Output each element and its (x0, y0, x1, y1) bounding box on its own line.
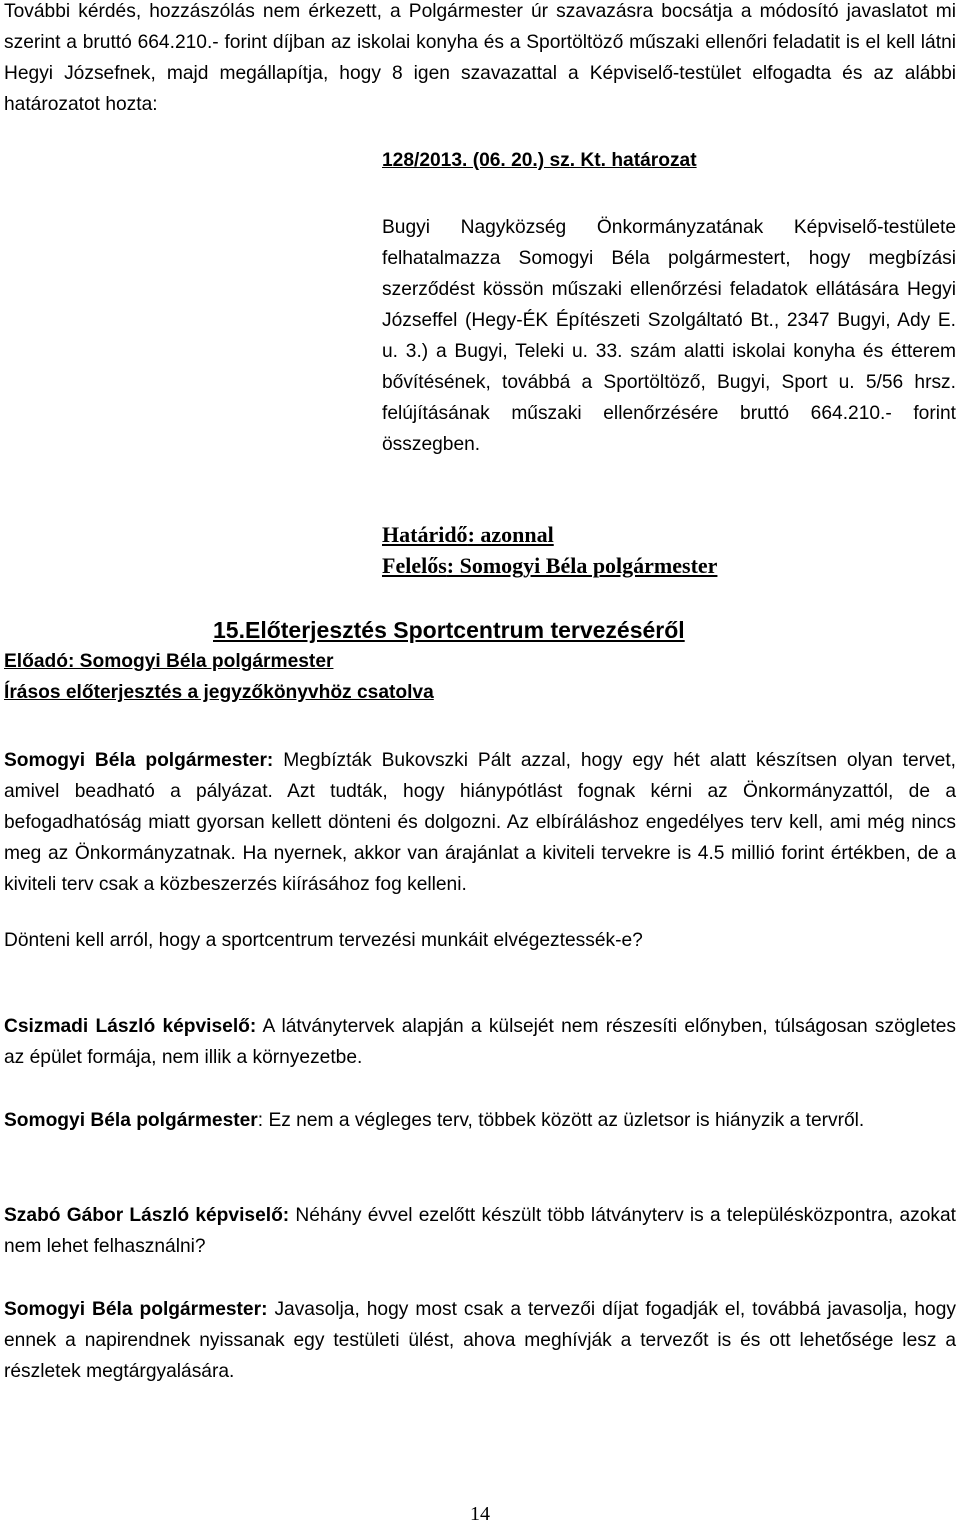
speech-1 (4, 745, 956, 900)
speech-4 (4, 1200, 956, 1262)
speech-1-question: Dönteni kell arról, hogy a sportcentrum tervezési munkáit elvégeztessék-e? (4, 930, 643, 951)
speech-2-colon: : (249, 1016, 257, 1037)
responsible-label: Felelős (382, 553, 447, 578)
speech-1-speaker: Somogyi Béla polgármester: (4, 750, 274, 771)
resolution-text: Bugyi Nagyközség Önkormányzatának Képviselő-testülete felhatalmazza Somogyi Béla polgármestert, hogy megbízási szerződést kössön műszaki ellenőrzési feladatok ellátására Hegyi Józseffel (Hegy-ÉK Építészeti Szolgáltató Bt., 2347 Bugyi, Ady E. u. 3.) a Bugyi, Teleki u. 33. szám alatti iskolai konyha és étterem bővítésének, továbbá a Sportöltöző, Bugyi, Sport u. 5/56 hrsz. felújításának műszaki ellenőrzésére bruttó 664.210.- forint összegben. (382, 217, 956, 455)
agenda-attachment: Írásos előterjesztés a jegyzőkönyvhöz csatolva (4, 682, 434, 703)
agenda-presenter: Előadó: Somogyi Béla polgármester (4, 651, 334, 672)
speech-2-text: A látványtervek alapján a külsejét nem részesíti előnyben, túlságosan szögletes az épület formája, nem illik a környezetbe. (4, 1016, 956, 1068)
speech-5-text: Javasolja, hogy most csak a tervezői díjat fogadják el, továbbá javasolja, hogy ennek a napirendnek nyissanak egy testületi ülést, ahova meghívják a tervezőt is és ott lehetősége lesz a részletek megtárgyalására. (4, 1299, 956, 1382)
speech-5 (4, 1294, 956, 1387)
speech-1-text: Megbízták Bukovszki Pált azzal, hogy egy hét alatt készítsen olyan tervet, amivel beadható a pályázat. Azt tudták, hogy hiánypótlást fognak kérni az Önkormányzattól, de a befogadhatóság miatt gyorsan kellett dönteni és dolgozni. Az elbíráláshoz engedélyes terv kell, ami még nincs meg az Önkormányzatnak. Ha nyernek, akkor van árajánlat a kiviteli tervekre is 4.5 millió forint értékben, de a kiviteli terv csak a közbeszerzés kiírásához fog kelleni. (4, 750, 956, 895)
deadline-line (382, 522, 554, 548)
resolution-heading: 128/2013. (06. 20.) sz. Kt. határozat (382, 150, 697, 171)
speech-2-speaker: Csizmadi László képviselő (4, 1016, 250, 1037)
intro-paragraph (4, 0, 956, 120)
speech-3-colon: : (257, 1110, 264, 1131)
intro-text: További kérdés, hozzászólás nem érkezett, a Polgármester úr szavazásra bocsátja a módosító javaslatot mi szerint a bruttó 664.210.- forint díjban az iskolai konyha és a Sportöltöző műszaki ellenőri feladatit is el kell látni Hegyi Józsefnek, majd megállapítja, hogy 8 igen szavazattal a Képviselő-testület elfogadta és az alábbi határozatot hozta: (4, 1, 956, 115)
deadline-label: Határidő (382, 522, 468, 547)
speech-5-speaker: Somogyi Béla polgármester: (4, 1299, 268, 1320)
speech-3-speaker: Somogyi Béla polgármester (4, 1110, 258, 1131)
speech-3-text: Ez nem a végleges terv, többek között az üzletsor is hiányzik a tervről. (263, 1110, 865, 1131)
responsible-line (382, 553, 717, 579)
page-number: 14 (470, 1503, 490, 1525)
speech-4-text: Néhány évvel ezelőtt készült több látványterv is a településközpontra, azokat nem lehet felhasználni? (4, 1205, 956, 1257)
speech-2 (4, 1011, 956, 1073)
responsible-value: : Somogyi Béla polgármester (446, 553, 718, 578)
resolution-body (382, 212, 956, 460)
speech-4-speaker: Szabó Gábor László képviselő: (4, 1205, 290, 1226)
speech-3 (4, 1105, 956, 1136)
agenda-title: 15.Előterjesztés Sportcentrum tervezéséről (213, 617, 685, 643)
deadline-value: : azonnal (467, 522, 554, 547)
